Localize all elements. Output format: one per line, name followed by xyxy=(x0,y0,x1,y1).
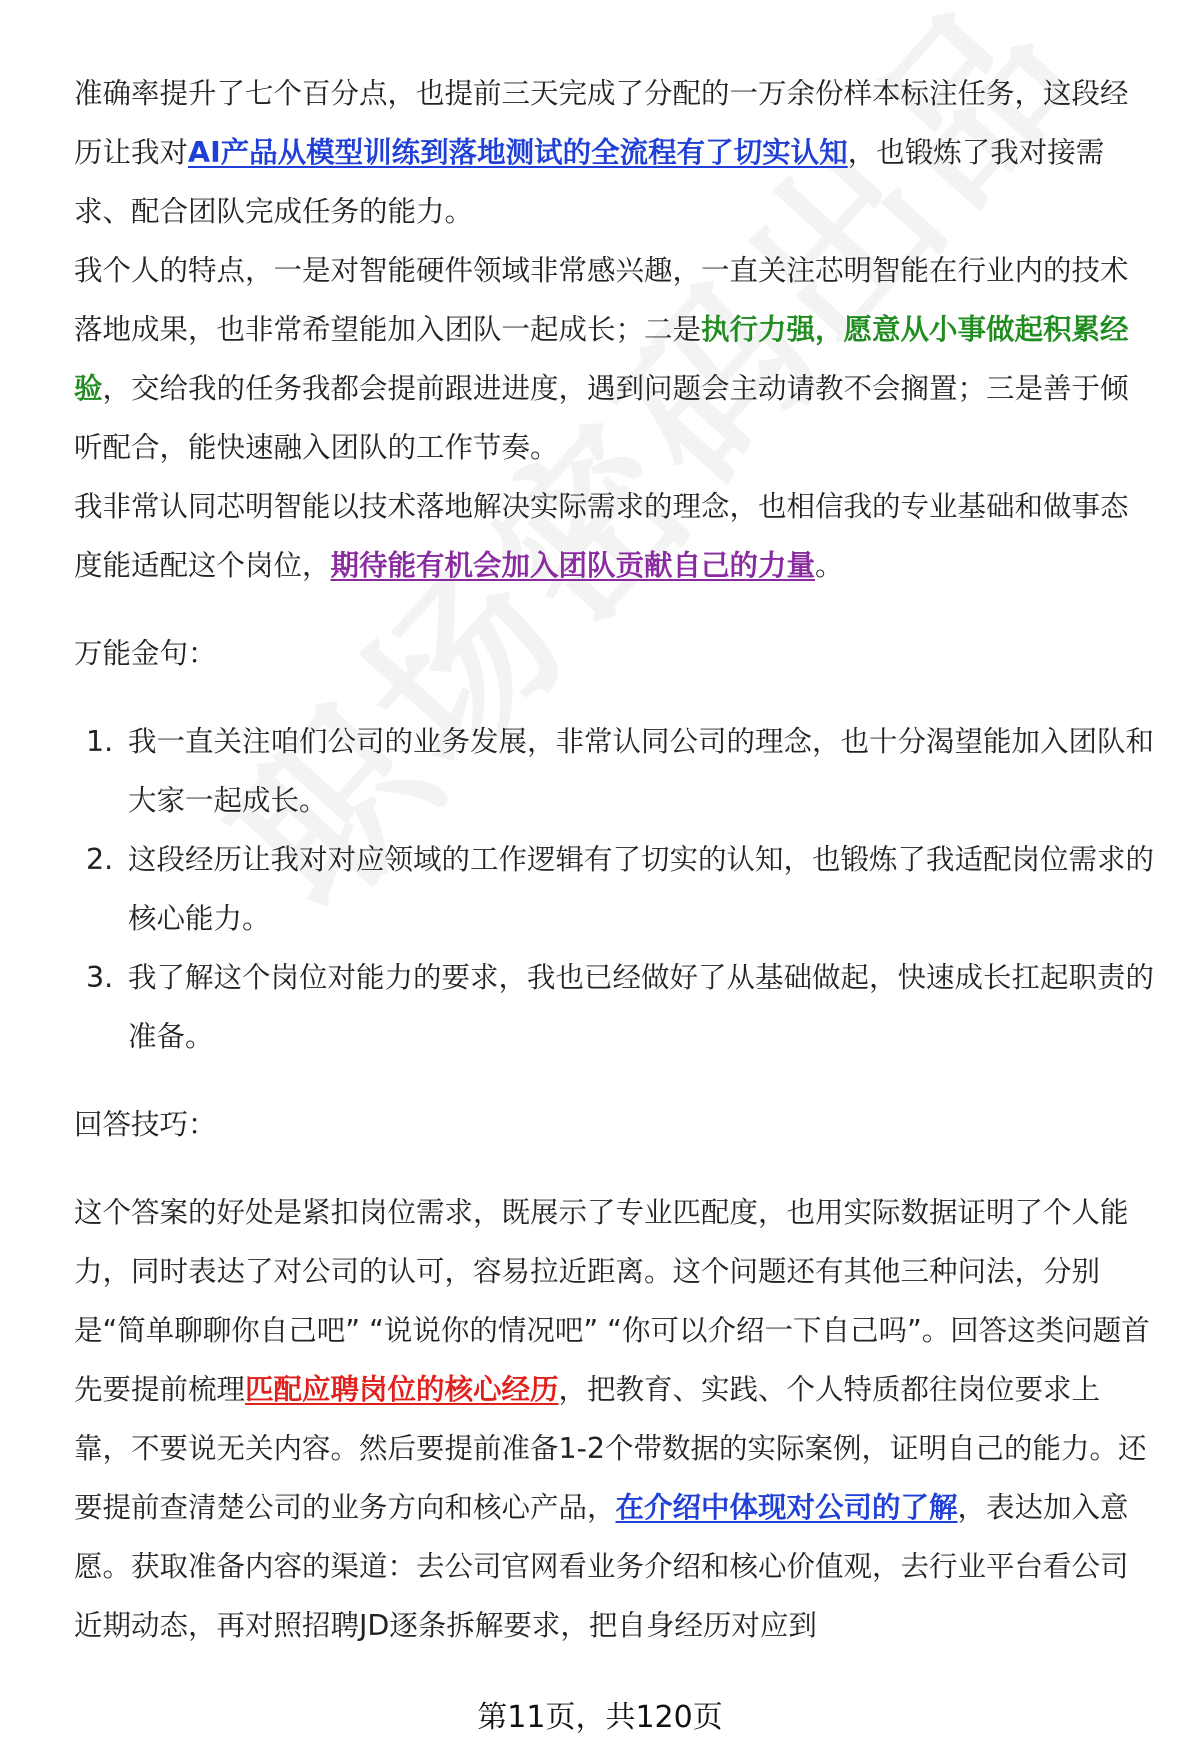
highlight-core-experience: 匹配应聘岗位的核心经历 xyxy=(245,1373,559,1406)
list-text: 我了解这个岗位对能力的要求，我也已经做好了从基础做起，快速成长扛起职责的准备。 xyxy=(128,961,1155,1053)
page-content xyxy=(74,64,1154,1655)
text-run: 。 xyxy=(815,549,844,582)
list-number: 2. xyxy=(86,843,114,876)
highlight-execution: 执行力强，愿意从小事做起积累经验 xyxy=(74,313,1129,405)
text-run: ，交给我的任务我都会提前跟进进度，遇到问题会主动请教不会搁置；三是善于倾听配合，能快速融入团队的工作节奏。 xyxy=(74,372,1129,464)
text-run: ，表达加入意愿。获取准备内容的渠道：去公司官网看业务介绍和核心价值观，去行业平台看公司近期动态，再对照招聘JD逐条拆解要求，把自身经历对应到 xyxy=(74,1491,1129,1642)
text-run: 准确率提升了七个百分点，也提前三天完成了分配的一万余份样本标注任务，这段经历让我对 xyxy=(74,77,1129,169)
list-number: 1. xyxy=(86,725,114,758)
text-run: ，也锻炼了我对接需求、配合团队完成任务的能力。 xyxy=(74,136,1105,228)
text-run: 这个答案的好处是紧扣岗位需求，既展示了专业匹配度，也用实际数据证明了个人能力，同时表达了对公司的认可，容易拉近距离。这个问题还有其他三种问法，分别是“简单聊聊你自己吧” “说说你的情况吧” “你可以介绍一下自己吗”。回答这类问题首先要提前梳理 xyxy=(74,1196,1150,1406)
list-item xyxy=(74,948,1154,1066)
highlight-company-knowledge: 在介绍中体现对公司的了解 xyxy=(615,1491,958,1524)
highlight-contribute: 期待能有机会加入团队贡献自己的力量 xyxy=(330,549,816,582)
list-number: 3. xyxy=(86,961,114,994)
text-run: ，把教育、实践、个人特质都往岗位要求上靠，不要说无关内容。然后要提前准备1-2个带数据的实际案例，证明自己的能力。还要提前查清楚公司的业务方向和核心产品， xyxy=(74,1373,1147,1524)
answer-tips-title: 回答技巧： xyxy=(74,1108,217,1141)
paragraph-company-fit xyxy=(74,477,1154,595)
golden-sentences-list xyxy=(74,712,1154,1066)
text-run: 我非常认同芯明智能以技术落地解决实际需求的理念，也相信我的专业基础和做事态度能适配这个岗位， xyxy=(74,490,1129,582)
highlight-ai-product: AI产品从模型训练到落地测试的全流程有了切实认知 xyxy=(188,136,848,169)
paragraph-experience xyxy=(74,64,1154,241)
list-item xyxy=(74,712,1154,830)
paragraph-personal-traits xyxy=(74,241,1154,477)
list-text: 这段经历让我对对应领域的工作逻辑有了切实的认知，也锻炼了我适配岗位需求的核心能力。 xyxy=(128,843,1155,935)
paragraph-answer-tips xyxy=(74,1183,1154,1655)
golden-sentences-title: 万能金句： xyxy=(74,637,217,670)
list-item xyxy=(74,830,1154,948)
page-number: 第11页，共120页 xyxy=(477,1700,723,1735)
text-run: 我个人的特点，一是对智能硬件领域非常感兴趣，一直关注芯明智能在行业内的技术落地成果，也非常希望能加入团队一起成长；二是 xyxy=(74,254,1129,346)
list-text: 我一直关注咱们公司的业务发展，非常认同公司的理念，也十分渴望能加入团队和大家一起成长。 xyxy=(128,725,1155,817)
